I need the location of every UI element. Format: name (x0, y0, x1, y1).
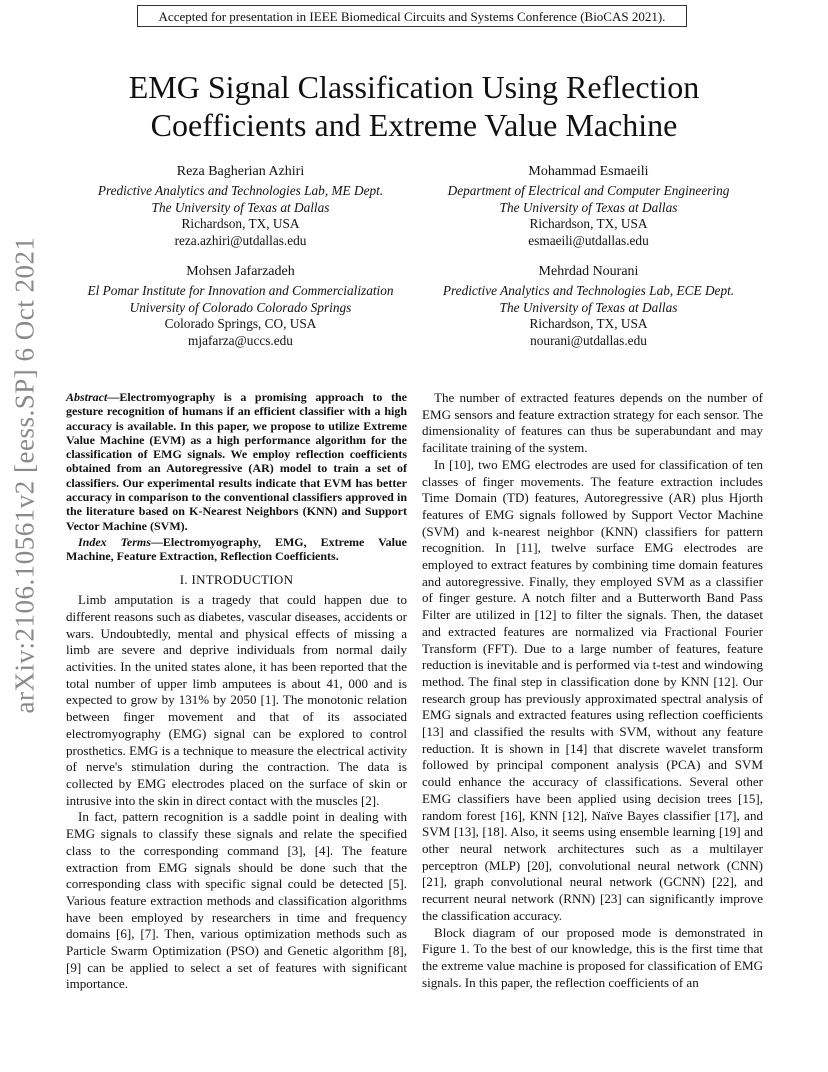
author-name: Mohsen Jafarzadeh (186, 264, 295, 279)
author-email: mjafarza@uccs.edu (188, 333, 293, 349)
abstract-label: Abstract (66, 390, 108, 404)
abstract (66, 390, 407, 533)
arxiv-watermark (7, 236, 43, 714)
left-column (66, 390, 407, 993)
author-email: nourani@utdallas.edu (530, 333, 647, 349)
author-location: Richardson, TX, USA (529, 216, 648, 232)
author-affiliation: Predictive Analytics and Technologies Lab, ECE Dept. (442, 282, 735, 298)
paper-title: EMG Signal Classification Using Reflection Coefficients and Extreme Value Machine (128, 69, 700, 143)
author-location: Richardson, TX, USA (529, 316, 648, 332)
author-institution: The University of Texas at Dallas (151, 199, 330, 215)
index-terms-label: Index Terms (78, 534, 151, 549)
author-name: Mohammad Esmaeili (528, 164, 649, 179)
author-block-4 (416, 264, 761, 350)
author-email: esmaeili@utdallas.edu (528, 233, 649, 249)
author-location: Richardson, TX, USA (181, 216, 300, 232)
paragraph: Block diagram of our proposed mode is demonstrated in Figure 1. To the best of our knowledge, this is the first time that the extreme value machine is proposed for classification of EMG signals. In this paper, the reflection coefficients of an (422, 924, 763, 990)
author-email: reza.azhiri@utdallas.edu (174, 233, 307, 249)
author-affiliation: Predictive Analytics and Technologies Lab, ME Dept. (97, 182, 384, 198)
author-institution: University of Colorado Colorado Springs (129, 299, 352, 315)
abstract-text: —Electromyography is a promising approach to the gesture recognition of humans if an efficient classifier with a high accuracy is available. In this paper, we propose to utilize Extreme Value Machine (EVM) as a high performance algorithm for the classification of EMG signals. We employ reflection coefficients obtained from an Autoregressive (AR) model to train a set of classifiers. Our experimental results indicate that EVM has better accuracy in comparison to the conventional classifiers approved in the literature based on K-Nearest Neighbors (KNN) and Support Vector Machine (SVM). (66, 390, 407, 533)
author-name: Reza Bagherian Azhiri (176, 164, 305, 179)
author-institution: The University of Texas at Dallas (499, 199, 678, 215)
section-heading-introduction: I. INTRODUCTION (179, 571, 294, 587)
author-block-3 (68, 264, 413, 350)
author-affiliation: Department of Electrical and Computer Engineering (447, 182, 730, 198)
arxiv-id: arXiv:2106.10561v2 [eess.SP] 6 Oct 2021 (9, 236, 40, 714)
index-terms (66, 535, 407, 564)
index-terms-text: —Electromyography, EMG, Extreme Value Machine, Feature Extraction, Reflection Coefficients. (66, 534, 407, 564)
author-institution: The University of Texas at Dallas (499, 299, 678, 315)
author-name: Mehrdad Nourani (538, 264, 639, 279)
author-location: Colorado Springs, CO, USA (164, 316, 317, 332)
author-block-1 (68, 164, 413, 250)
author-block-2 (416, 164, 761, 250)
author-affiliation: El Pomar Institute for Innovation and Commercialization (87, 282, 394, 298)
paragraph: Limb amputation is a tragedy that could happen due to different reasons such as diabetes, vascular diseases, accidents or wars. Undoubtedly, mental and physical effects of missing a limb are severe and deprive individuals from normal daily activities. In the united states alone, it has been reported that the total number of upper limb amputees is about 41, 000 and is expected to grow by 131% by 2050 [1]. The monotonic relation between finger movement and that of its associated electromyography (EMG) signal can be explored to control prosthetics. EMG is a technique to measure the electrical activity of nerve's stimulation during the contraction. The data is collected by EMG electrodes placed on the surface of skin or intrusive into the skin in direct contact with the muscles [2]. (66, 592, 407, 808)
paragraph: The number of extracted features depends on the number of EMG sensors and feature extraction strategy for each sensor. The dimensionality of features can thus be superabundant and may facilitate training of the system. (422, 390, 763, 456)
paragraph: In [10], two EMG electrodes are used for classification of ten classes of finger movements. The feature extraction includes Time Domain (TD) features, Autoregressive (AR) plus Hjorth features of EMG signals followed by Support Vector Machine (SVM) and k-nearest neighbor (KNN) classifiers for pattern recognition. In [11], twelve surface EMG electrodes are employed to extract features by combining time domain features and autoregressive. Finally, they employed SVM as a classifier of finger gesture. A notch filter and a Butterworth Band Pass Filter are utilized in [12] to filter the signals. Then, the dataset and extracted features are normalized via Fractional Fourier Transform (FFT). Due to a large number of features, feature reduction is inevitable and is performed via t-test and windowing method. The final step in classification done by KNN [12]. Our research group has previously approximated spectral analysis of EMG signals and extracted features using reflection coefficients [13] and classified the results with SVM, without any feature reduction. It is shown in [14] that discrete wavelet transform followed by principal component analysis (PCA) and SVM could enhance the accuracy of classifications. Several other EMG classifiers have been applied using decision trees [15], random forest [16], KNN [12], Naïve Bayes classifier [17], and SVM [13], [18]. Also, it seems using ensemble learning [19] and other neural network architectures such as a multilayer perceptron (MLP) [20], convolutional neural network (CNN) [21], graph convolutional neural network (GCNN) [22], and recurrent neural network (RNN) [23] can significantly improve the classification accuracy. (422, 456, 763, 923)
paragraph: In fact, pattern recognition is a saddle point in dealing with EMG signals to classify these signals and relate the specified class to the corresponding command [3], [4]. The feature extraction from EMG signals should be done such that the corresponding class with specific signal could be detected [5]. Various feature extraction methods and classification algorithms have been employed by researchers in time and frequency domains [6], [7]. Then, various optimization methods such as Particle Swarm Optimization (PSO) and Genetic algorithm [8], [9] can be applied to select a set of features with significant importance. (66, 809, 407, 992)
acceptance-banner: Accepted for presentation in IEEE Biomedical Circuits and Systems Conference (BioCAS 2021). (137, 5, 687, 27)
right-column (422, 390, 763, 991)
